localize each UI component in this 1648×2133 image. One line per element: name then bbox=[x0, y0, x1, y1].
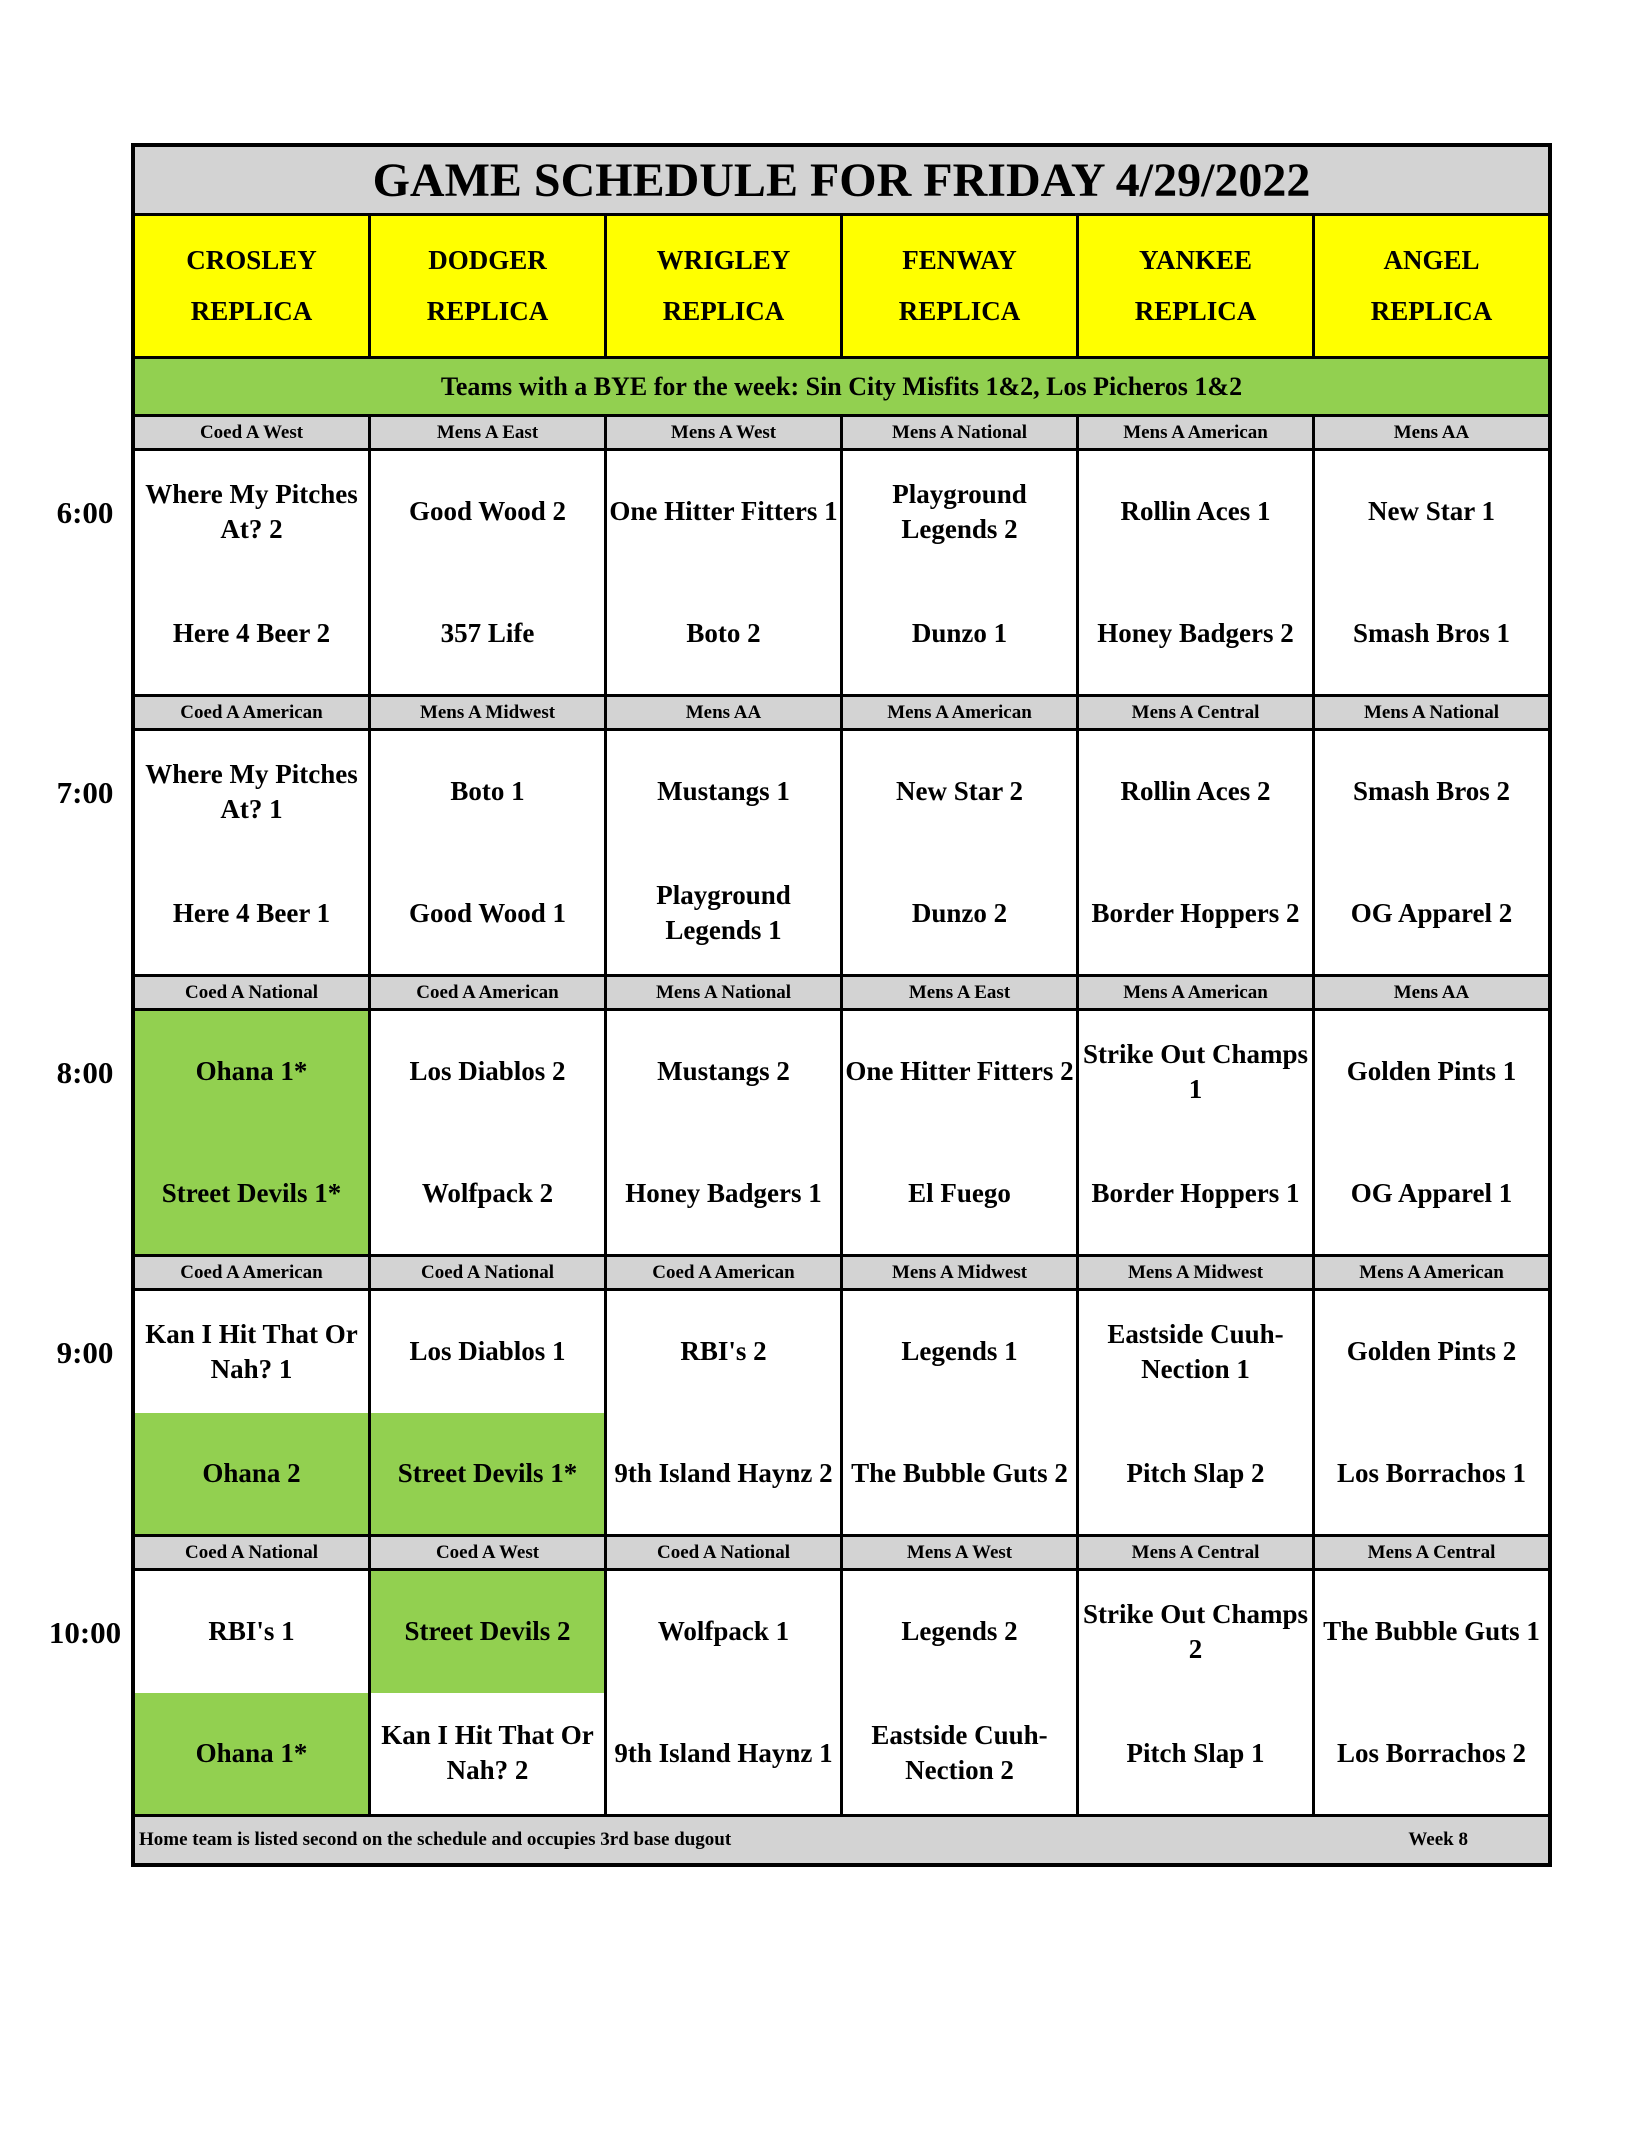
division-label: Mens A Midwest bbox=[1079, 1257, 1315, 1288]
game-cell bbox=[1315, 1291, 1548, 1534]
game-cell bbox=[135, 1571, 371, 1814]
ballpark-name: ANGEL bbox=[1383, 245, 1480, 276]
ballpark-name: WRIGLEY bbox=[656, 245, 791, 276]
division-label: Mens A American bbox=[1079, 417, 1315, 448]
ballpark-name: CROSLEY bbox=[186, 245, 317, 276]
away-team: Smash Bros 2 bbox=[1315, 731, 1548, 853]
game-cell bbox=[135, 731, 371, 974]
game-slots bbox=[135, 417, 1548, 1817]
page-title: GAME SCHEDULE FOR FRIDAY 4/29/2022 bbox=[135, 147, 1548, 216]
home-team: OG Apparel 1 bbox=[1315, 1133, 1548, 1255]
game-row bbox=[135, 451, 1548, 697]
away-team: Los Diablos 1 bbox=[371, 1291, 604, 1413]
game-cell bbox=[1079, 1571, 1315, 1814]
game-cell bbox=[1315, 1011, 1548, 1254]
division-label: Mens AA bbox=[607, 697, 843, 728]
game-cell bbox=[371, 1291, 607, 1534]
away-team: RBI's 2 bbox=[607, 1291, 840, 1413]
away-team: Ohana 1* bbox=[135, 1011, 368, 1133]
game-row bbox=[135, 731, 1548, 977]
away-team: One Hitter Fitters 1 bbox=[607, 451, 840, 573]
away-team: Where My Pitches At? 1 bbox=[135, 731, 368, 853]
game-row bbox=[135, 1011, 1548, 1257]
away-team: Legends 1 bbox=[843, 1291, 1076, 1413]
game-cell bbox=[371, 451, 607, 694]
division-label: Mens A Midwest bbox=[843, 1257, 1079, 1288]
division-label: Mens A American bbox=[1079, 977, 1315, 1008]
time-label: 7:00 bbox=[56, 774, 114, 810]
game-cell bbox=[1315, 1571, 1548, 1814]
home-team: Border Hoppers 1 bbox=[1079, 1133, 1312, 1255]
home-team: Good Wood 1 bbox=[371, 853, 604, 975]
home-team: Kan I Hit That Or Nah? 2 bbox=[371, 1693, 604, 1815]
division-label: Coed A National bbox=[607, 1537, 843, 1568]
game-cell bbox=[371, 1571, 607, 1814]
game-cell bbox=[1315, 451, 1548, 694]
ballpark-subtitle: REPLICA bbox=[662, 295, 785, 326]
division-label: Mens AA bbox=[1393, 421, 1470, 443]
division-label: Coed A West bbox=[371, 1537, 607, 1568]
game-cell bbox=[371, 731, 607, 974]
home-team: OG Apparel 2 bbox=[1315, 853, 1548, 975]
game-cell bbox=[1079, 451, 1315, 694]
away-team: Rollin Aces 2 bbox=[1079, 731, 1312, 853]
ballpark-subtitle: REPLICA bbox=[426, 295, 549, 326]
home-team: Ohana 2 bbox=[135, 1413, 368, 1535]
ballpark-header bbox=[1315, 216, 1548, 356]
game-cell bbox=[135, 1011, 371, 1254]
away-team: The Bubble Guts 1 bbox=[1315, 1571, 1548, 1693]
game-cell bbox=[1315, 731, 1548, 974]
division-label: Mens A National bbox=[1363, 701, 1500, 723]
home-team: El Fuego bbox=[843, 1133, 1076, 1255]
game-cell bbox=[843, 1291, 1079, 1534]
game-cell bbox=[607, 731, 843, 974]
ballpark-header-row bbox=[135, 216, 1548, 359]
game-cell bbox=[843, 731, 1079, 974]
away-team: Where My Pitches At? 2 bbox=[135, 451, 368, 573]
away-team: Strike Out Champs 2 bbox=[1079, 1571, 1312, 1693]
division-row bbox=[135, 1537, 1548, 1571]
game-cell bbox=[607, 451, 843, 694]
away-team: Playground Legends 2 bbox=[843, 451, 1076, 573]
division-label: Mens A Central bbox=[1079, 1537, 1315, 1568]
game-cell bbox=[843, 451, 1079, 694]
ballpark-name: YANKEE bbox=[1138, 245, 1253, 276]
away-team: Mustangs 1 bbox=[607, 731, 840, 853]
home-team: Dunzo 2 bbox=[843, 853, 1076, 975]
home-team: 9th Island Haynz 1 bbox=[607, 1693, 840, 1815]
home-team: Ohana 1* bbox=[135, 1693, 368, 1815]
game-cell bbox=[1079, 1291, 1315, 1534]
time-label: 10:00 bbox=[48, 1614, 122, 1650]
division-label: Mens A American bbox=[1359, 1261, 1504, 1283]
home-team: Wolfpack 2 bbox=[371, 1133, 604, 1255]
game-cell bbox=[843, 1571, 1079, 1814]
away-team: Rollin Aces 1 bbox=[1079, 451, 1312, 573]
game-cell bbox=[607, 1291, 843, 1534]
division-label: Mens A West bbox=[843, 1537, 1079, 1568]
game-cell bbox=[843, 1011, 1079, 1254]
division-label: Coed A National bbox=[371, 1257, 607, 1288]
division-label: Mens A West bbox=[607, 417, 843, 448]
division-label: Coed A American bbox=[135, 697, 371, 728]
ballpark-header bbox=[843, 216, 1079, 356]
game-cell bbox=[135, 1291, 371, 1534]
away-team: Los Diablos 2 bbox=[371, 1011, 604, 1133]
ballpark-header bbox=[607, 216, 843, 356]
home-team: Pitch Slap 1 bbox=[1079, 1693, 1312, 1815]
away-team: Golden Pints 1 bbox=[1315, 1011, 1548, 1133]
ballpark-name: FENWAY bbox=[902, 245, 1017, 276]
game-row bbox=[135, 1571, 1548, 1817]
home-team: Eastside Cuuh-Nection 2 bbox=[843, 1693, 1076, 1815]
away-team: Strike Out Champs 1 bbox=[1079, 1011, 1312, 1133]
time-label: 9:00 bbox=[56, 1334, 114, 1370]
away-team: Golden Pints 2 bbox=[1315, 1291, 1548, 1413]
home-team: Dunzo 1 bbox=[843, 573, 1076, 695]
away-team: Kan I Hit That Or Nah? 1 bbox=[135, 1291, 368, 1413]
game-cell bbox=[371, 1011, 607, 1254]
division-label: Coed A West bbox=[135, 417, 371, 448]
ballpark-header bbox=[371, 216, 607, 356]
home-team: Los Borrachos 2 bbox=[1315, 1693, 1548, 1815]
division-label: Mens A Central bbox=[1079, 697, 1315, 728]
week-label: Week 8 bbox=[1408, 1829, 1468, 1850]
home-team: Here 4 Beer 2 bbox=[135, 573, 368, 695]
ballpark-header bbox=[1079, 216, 1315, 356]
division-label: Mens A Midwest bbox=[371, 697, 607, 728]
division-label: Mens A National bbox=[843, 417, 1079, 448]
away-team: One Hitter Fitters 2 bbox=[843, 1011, 1076, 1133]
schedule-sheet bbox=[131, 143, 1552, 1867]
home-team: 357 Life bbox=[371, 573, 604, 695]
home-team: Los Borrachos 1 bbox=[1315, 1413, 1548, 1535]
footer-note: Home team is listed second on the schedule and occupies 3rd base dugout bbox=[139, 1829, 732, 1850]
game-cell bbox=[1079, 1011, 1315, 1254]
ballpark-header bbox=[135, 216, 371, 356]
ballpark-subtitle: REPLICA bbox=[190, 295, 313, 326]
away-team: Mustangs 2 bbox=[607, 1011, 840, 1133]
home-team: Boto 2 bbox=[607, 573, 840, 695]
game-cell bbox=[135, 451, 371, 694]
ballpark-subtitle: REPLICA bbox=[1370, 295, 1493, 326]
game-cell bbox=[1079, 731, 1315, 974]
game-row bbox=[135, 1291, 1548, 1537]
away-team: Eastside Cuuh-Nection 1 bbox=[1079, 1291, 1312, 1413]
away-team: Boto 1 bbox=[371, 731, 604, 853]
division-label: Mens A American bbox=[843, 697, 1079, 728]
home-team: 9th Island Haynz 2 bbox=[607, 1413, 840, 1535]
division-row bbox=[135, 697, 1548, 731]
away-team: RBI's 1 bbox=[135, 1571, 368, 1693]
away-team: Wolfpack 1 bbox=[607, 1571, 840, 1693]
ballpark-name: DODGER bbox=[428, 245, 547, 276]
division-row bbox=[135, 1257, 1548, 1291]
division-label: Coed A American bbox=[135, 1257, 371, 1288]
away-team: New Star 1 bbox=[1315, 451, 1548, 573]
time-label: 6:00 bbox=[56, 494, 114, 530]
game-cell bbox=[607, 1011, 843, 1254]
division-label: Mens AA bbox=[1393, 981, 1470, 1003]
division-label: Mens A Central bbox=[1367, 1541, 1496, 1563]
away-team: Good Wood 2 bbox=[371, 451, 604, 573]
home-team: Border Hoppers 2 bbox=[1079, 853, 1312, 975]
division-row bbox=[135, 977, 1548, 1011]
division-label: Mens A East bbox=[371, 417, 607, 448]
division-row bbox=[135, 417, 1548, 451]
home-team: Playground Legends 1 bbox=[607, 853, 840, 975]
division-label: Mens A East bbox=[843, 977, 1079, 1008]
home-team: Honey Badgers 1 bbox=[607, 1133, 840, 1255]
ballpark-subtitle: REPLICA bbox=[1134, 295, 1257, 326]
home-team: Street Devils 1* bbox=[135, 1133, 368, 1255]
division-label: Coed A American bbox=[371, 977, 607, 1008]
division-label: Coed A American bbox=[607, 1257, 843, 1288]
home-team: Smash Bros 1 bbox=[1315, 573, 1548, 695]
home-team: Here 4 Beer 1 bbox=[135, 853, 368, 975]
home-team: Street Devils 1* bbox=[371, 1413, 604, 1535]
away-team: Street Devils 2 bbox=[371, 1571, 604, 1693]
ballpark-subtitle: REPLICA bbox=[898, 295, 1021, 326]
game-cell bbox=[607, 1571, 843, 1814]
away-team: Legends 2 bbox=[843, 1571, 1076, 1693]
footer bbox=[135, 1817, 1548, 1863]
division-label: Mens A National bbox=[607, 977, 843, 1008]
home-team: The Bubble Guts 2 bbox=[843, 1413, 1076, 1535]
home-team: Honey Badgers 2 bbox=[1079, 573, 1312, 695]
home-team: Pitch Slap 2 bbox=[1079, 1413, 1312, 1535]
away-team: New Star 2 bbox=[843, 731, 1076, 853]
time-label: 8:00 bbox=[56, 1054, 114, 1090]
bye-banner: Teams with a BYE for the week: Sin City Misfits 1&2, Los Picheros 1&2 bbox=[135, 359, 1548, 417]
division-label: Coed A National bbox=[135, 1537, 371, 1568]
division-label: Coed A National bbox=[135, 977, 371, 1008]
